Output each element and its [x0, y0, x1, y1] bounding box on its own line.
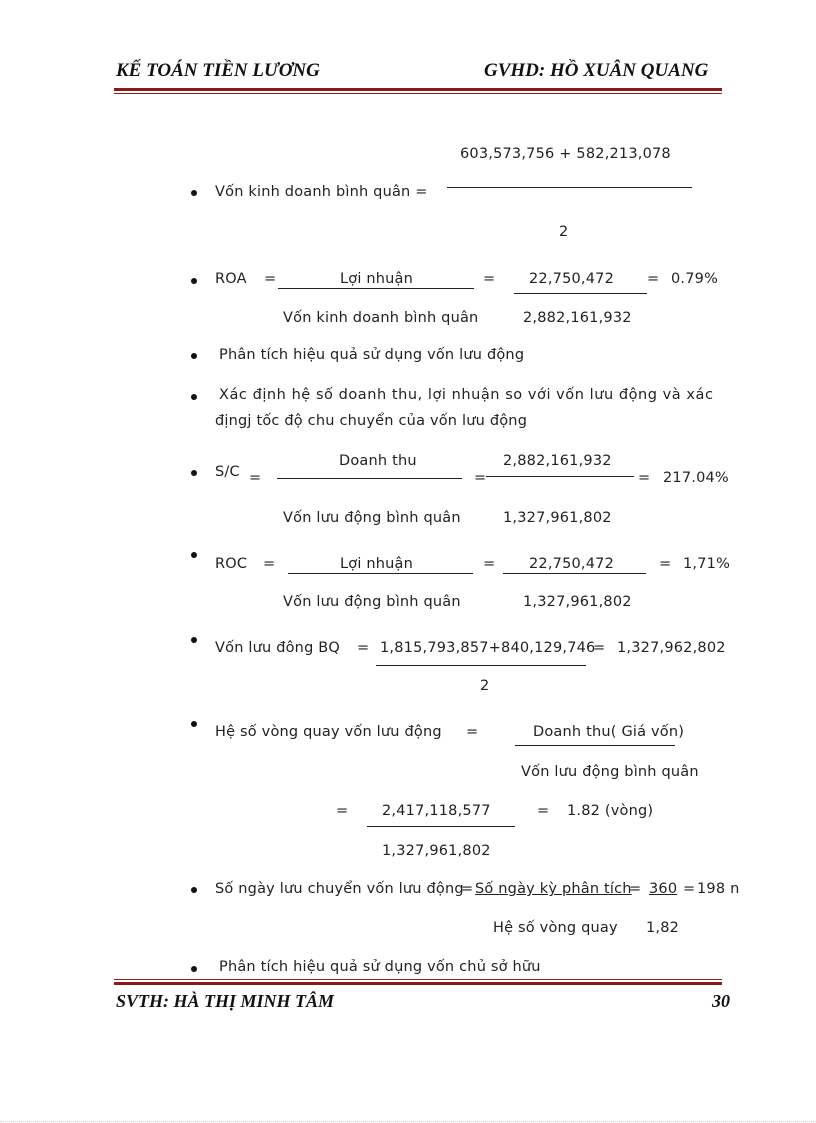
so-ngay-eq2: = [629, 881, 642, 897]
sc-label: S/C [215, 464, 240, 480]
bullet [191, 394, 197, 400]
roa-frac-top: Lợi nhuận [340, 271, 414, 287]
bullet [191, 966, 197, 972]
header-rule-thick [114, 88, 722, 91]
so-ngay-eq3: = [683, 881, 696, 897]
sc-result: 217.04% [663, 470, 729, 486]
vkd-numerator: 603,573,756 + 582,213,078 [460, 146, 671, 162]
so-ngay-frac-bottom: Hệ số vòng quay [493, 920, 618, 936]
bullet [191, 470, 197, 476]
roc-result: 1,71% [683, 556, 731, 572]
section-heading-vcsh: Phân tích hiệu quả sử dụng vốn chủ sở hữu [219, 959, 541, 975]
hsvq-frac-top: Doanh thu( Giá vốn) [533, 724, 685, 740]
hsvq-result: 1.82 (vòng) [567, 803, 654, 819]
page-bottom-edge [0, 1121, 816, 1122]
roc-fraction-line [288, 573, 473, 574]
bullet [191, 190, 197, 196]
sc-num-bottom: 1,327,961,802 [503, 510, 612, 526]
sc-frac-bottom: Vốn lưu động bình quân [283, 510, 461, 526]
roa-eq3: = [647, 271, 660, 287]
bullet [191, 353, 197, 359]
hsvq-eq1: = [466, 724, 479, 740]
vld-bq-label: Vốn lưu đông BQ [215, 640, 341, 656]
roa-fraction-line [278, 288, 474, 289]
hsvq-num-top: 2,417,118,577 [382, 803, 491, 819]
roc-eq3: = [659, 556, 672, 572]
vld-bq-denominator: 2 [480, 678, 490, 694]
roc-num-bottom: 1,327,961,802 [523, 594, 632, 610]
sc-num-top: 2,882,161,932 [503, 453, 612, 469]
page-number: 30 [712, 991, 730, 1011]
vld-bq-numerator: 1,815,793,857+840,129,746 [380, 640, 596, 656]
sc-eq1: = [249, 470, 262, 486]
bullet [191, 887, 197, 893]
roc-eq1: = [263, 556, 276, 572]
vkd-label: Vốn kinh doanh bình quân = [215, 184, 428, 200]
roa-label: ROA [215, 271, 247, 287]
roa-eq2: = [483, 271, 496, 287]
vld-bq-result: 1,327,962,802 [617, 640, 726, 656]
vkd-fraction-line [447, 187, 692, 188]
hsvq-num-line [367, 826, 515, 827]
roa-frac-bottom: Vốn kinh doanh bình quân [283, 310, 479, 326]
roc-label: ROC [215, 556, 248, 572]
vld-bq-fraction-line [376, 665, 586, 666]
roc-eq2: = [483, 556, 496, 572]
sc-eq2: = [474, 470, 487, 486]
xac-dinh-line1: Xác định hệ số doanh thu, lợi nhuận so với vốn lưu động và xác [219, 387, 714, 403]
roc-num-top: 22,750,472 [529, 556, 615, 572]
header-rule-thin [114, 93, 722, 94]
so-ngay-frac-top: Số ngày kỳ phân tích [475, 881, 632, 897]
header-right-title: GVHD: HỒ XUÂN QUANG [484, 60, 709, 81]
hsvq-eq3: = [537, 803, 550, 819]
footer-author: SVTH: HÀ THỊ MINH TÂM [116, 991, 335, 1011]
footer-rule-thick [114, 982, 722, 985]
vkd-denominator: 2 [559, 224, 569, 240]
roc-frac-top: Lợi nhuận [340, 556, 414, 572]
roa-num-top: 22,750,472 [529, 271, 615, 287]
bullet [191, 721, 197, 727]
hsvq-frac-bottom: Vốn lưu động bình quân [521, 764, 699, 780]
so-ngay-eq1: = [461, 881, 474, 897]
footer-rule-thin [114, 979, 722, 980]
section-heading-vld: Phân tích hiệu quả sử dụng vốn lưu động [219, 347, 525, 363]
xac-dinh-line2: địngj tốc độ chu chuyển của vốn lưu động [215, 413, 528, 429]
hsvq-eq2: = [336, 803, 349, 819]
vld-bq-eq1: = [357, 640, 370, 656]
roa-result: 0.79% [671, 271, 719, 287]
bullet [191, 278, 197, 284]
roc-num-line [503, 573, 646, 574]
so-ngay-num-top: 360 [649, 881, 678, 897]
vld-bq-eq2: = [593, 640, 606, 656]
hsvq-num-bottom: 1,327,961,802 [382, 843, 491, 859]
sc-fraction-line [277, 478, 462, 479]
roc-frac-bottom: Vốn lưu động bình quân [283, 594, 461, 610]
header-left-title: KẾ TOÁN TIỀN LƯƠNG [116, 60, 320, 81]
so-ngay-num-bottom: 1,82 [646, 920, 680, 936]
so-ngay-result: 198 n [697, 881, 740, 897]
hsvq-fraction-line [515, 745, 675, 746]
roa-num-bottom: 2,882,161,932 [523, 310, 632, 326]
so-ngay-label: Số ngày lưu chuyển vốn lưu động [215, 881, 464, 897]
bullet [191, 637, 197, 643]
roa-eq1: = [264, 271, 277, 287]
roa-num-line [514, 293, 647, 294]
sc-frac-top: Doanh thu [339, 453, 417, 469]
sc-num-line [486, 476, 634, 477]
sc-eq3: = [638, 470, 651, 486]
hsvq-label: Hệ số vòng quay vốn lưu động [215, 724, 442, 740]
bullet [191, 552, 197, 558]
